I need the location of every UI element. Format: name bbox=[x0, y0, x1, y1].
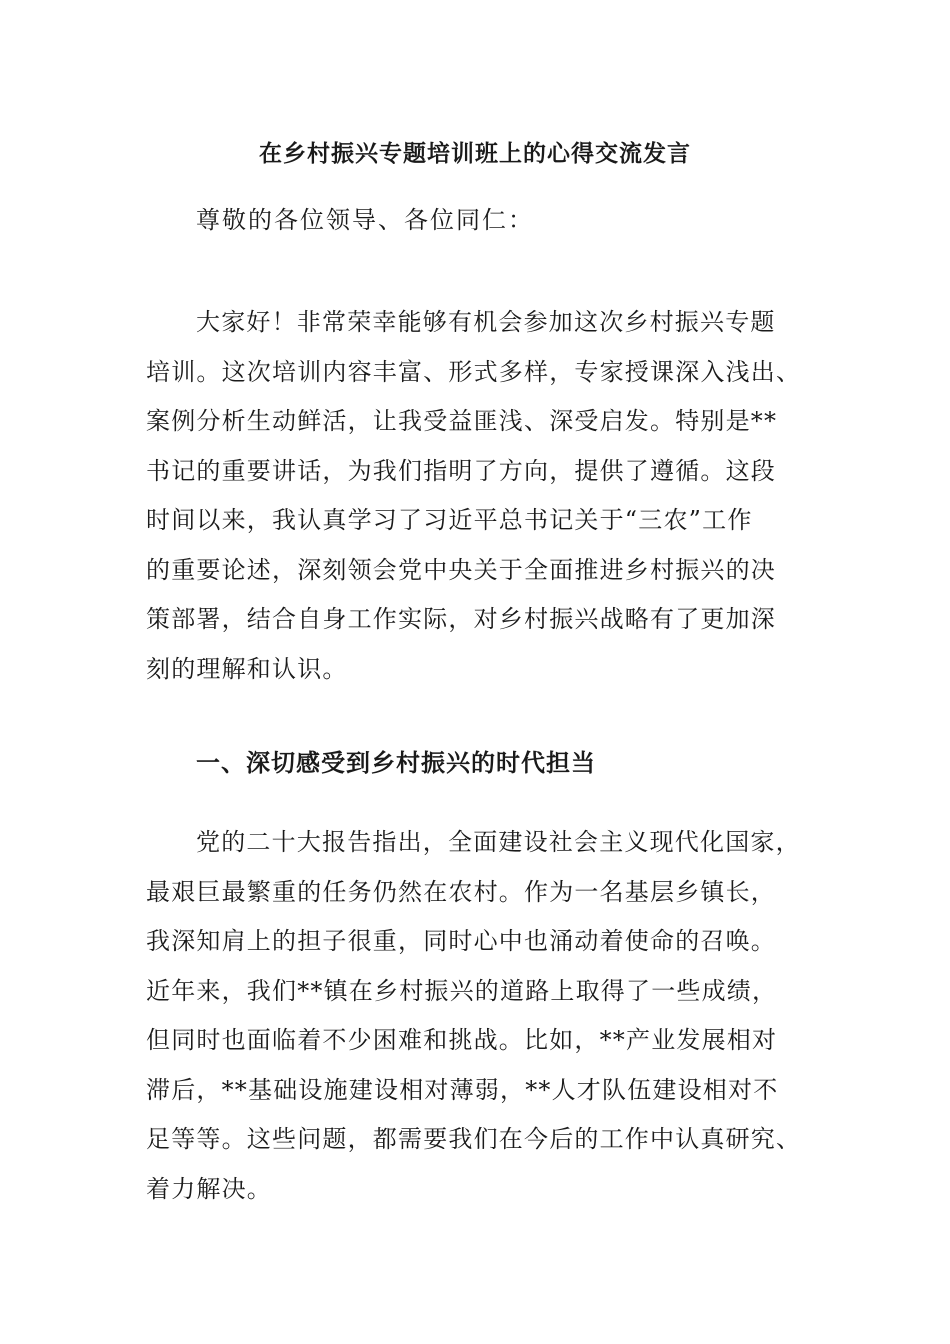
paragraph-intro bbox=[146, 298, 826, 694]
paragraph-line: 案例分析生动鲜活，让我受益匪浅、深受启发。特别是** bbox=[146, 407, 778, 435]
paragraph-line: 书记的重要讲话，为我们指明了方向，提供了遵循。这段 bbox=[146, 456, 776, 485]
section-heading: 一、深切感受到乡村振兴的时代担当 bbox=[196, 748, 596, 777]
salutation: 尊敬的各位领导、各位同仁： bbox=[196, 206, 534, 234]
document-title: 在乡村振兴专题培训班上的心得交流发言 bbox=[259, 140, 691, 167]
paragraph-line: 刻的理解和认识。 bbox=[146, 654, 348, 683]
paragraph-line: 党的二十大报告指出，全面建设社会主义现代化国家， bbox=[196, 828, 801, 856]
paragraph-line: 培训。这次培训内容丰富、形式多样，专家授课深入浅出、 bbox=[146, 357, 802, 386]
paragraph-line: 但同时也面临着不少困难和挑战。比如，**产业发展相对 bbox=[146, 1026, 778, 1054]
paragraph-line: 着力解决。 bbox=[146, 1174, 272, 1203]
paragraph-line: 大家好！非常荣幸能够有机会参加这次乡村振兴专题 bbox=[196, 308, 776, 336]
paragraph-line: 我深知肩上的担子很重，同时心中也涌动着使命的召唤。 bbox=[146, 927, 776, 955]
paragraph-section-1 bbox=[146, 818, 826, 1214]
paragraph-line: 策部署，结合自身工作实际，对乡村振兴战略有了更加深 bbox=[146, 605, 776, 633]
paragraph-line: 的重要论述，深刻领会党中央关于全面推进乡村振兴的决 bbox=[146, 555, 776, 584]
paragraph-line: 足等等。这些问题，都需要我们在今后的工作中认真研究、 bbox=[146, 1125, 802, 1153]
paragraph-line: 最艰巨最繁重的任务仍然在农村。作为一名基层乡镇长， bbox=[146, 877, 776, 906]
paragraph-line: 时间以来，我认真学习了习近平总书记关于“三农”工作 bbox=[146, 506, 753, 534]
paragraph-line: 近年来，我们**镇在乡村振兴的道路上取得了一些成绩， bbox=[146, 976, 778, 1005]
paragraph-line: 滞后，**基础设施建设相对薄弱，**人才队伍建设相对不 bbox=[146, 1075, 779, 1104]
